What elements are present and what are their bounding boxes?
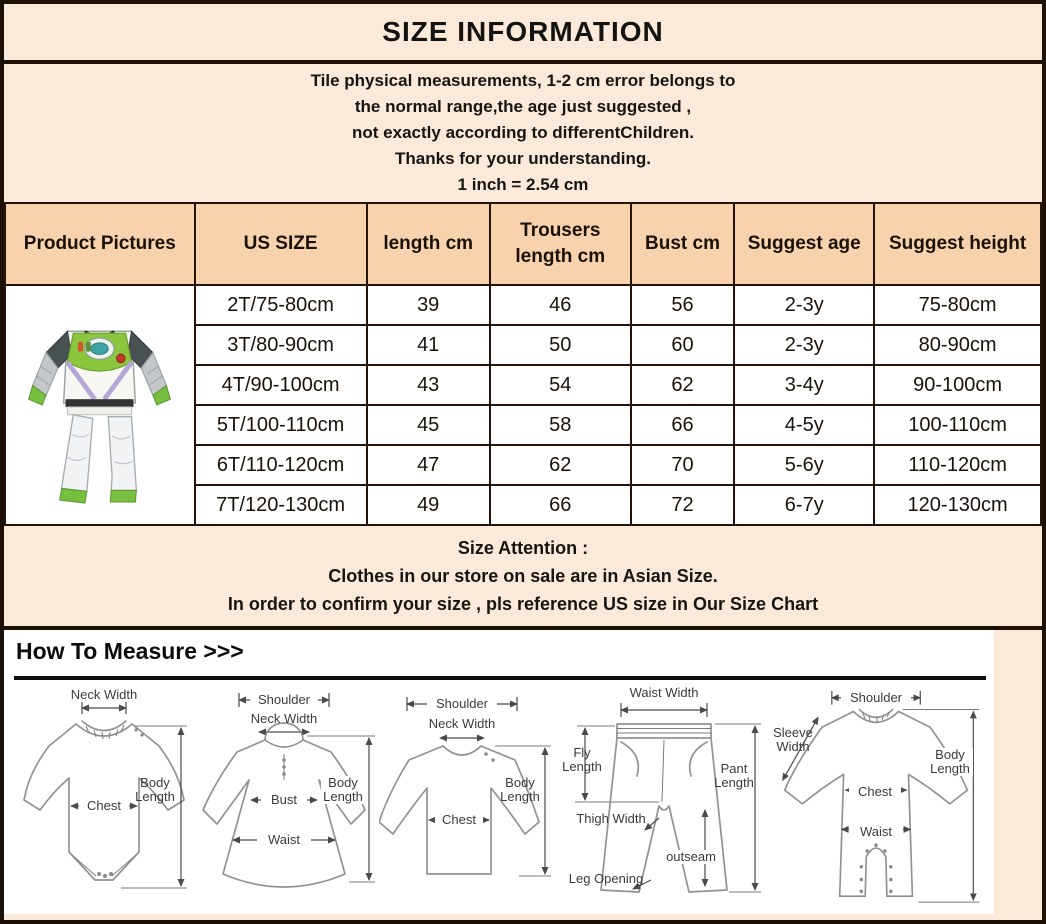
- note-line: Tile physical measurements, 1-2 cm error belongs to: [310, 71, 736, 90]
- cell-us-size: 6T/110-120cm: [195, 445, 367, 485]
- measure-label-waist: Waist: [849, 825, 903, 839]
- col-header-suggest-height: Suggest height: [874, 203, 1041, 285]
- size-attention-line: Clothes in our store on sale are in Asian Size.: [328, 566, 718, 586]
- heading-underline: [14, 676, 986, 680]
- cell-us-size: 7T/120-130cm: [195, 485, 367, 525]
- measure-label-pant-length: Pant Length: [714, 761, 754, 790]
- product-image: [10, 294, 190, 516]
- cell-trousers-length-cm: 62: [490, 445, 631, 485]
- diagram-shirt: [379, 684, 559, 910]
- diagram-romper: [769, 684, 989, 910]
- col-header-bust-cm: Bust cm: [631, 203, 735, 285]
- cell-suggest-height: 120-130cm: [874, 485, 1041, 525]
- cell-suggest-age: 4-5y: [734, 405, 874, 445]
- measure-label-thigh-width: Thigh Width: [576, 811, 646, 826]
- diagram-dress: [199, 684, 379, 910]
- cell-bust-cm: 56: [631, 285, 735, 325]
- measure-label-shoulder: Shoulder: [250, 693, 318, 707]
- cell-length-cm: 45: [367, 405, 490, 445]
- table-row: [5, 285, 1041, 325]
- measure-label-body-length: Body Length: [500, 775, 540, 804]
- measure-label-shoulder: Shoulder: [427, 697, 497, 711]
- title-block: [4, 4, 1042, 64]
- cell-trousers-length-cm: 54: [490, 365, 631, 405]
- measure-label-neck-width: Neck Width: [250, 711, 318, 726]
- cell-suggest-height: 75-80cm: [874, 285, 1041, 325]
- measure-label-chest: Chest: [435, 813, 483, 827]
- measure-label-outseam: outseam: [661, 850, 721, 864]
- note-line: Thanks for your understanding.: [395, 149, 651, 168]
- cell-trousers-length-cm: 50: [490, 325, 631, 365]
- cell-suggest-height: 90-100cm: [874, 365, 1041, 405]
- cell-bust-cm: 70: [631, 445, 735, 485]
- cell-us-size: 2T/75-80cm: [195, 285, 367, 325]
- how-to-measure-section: [4, 630, 1042, 914]
- measure-label-waist: Waist: [257, 833, 311, 847]
- cell-length-cm: 47: [367, 445, 490, 485]
- size-attention-heading: Size Attention :: [457, 538, 589, 558]
- measure-label-shoulder: Shoulder: [841, 691, 911, 705]
- cell-suggest-age: 6-7y: [734, 485, 874, 525]
- cell-suggest-age: 3-4y: [734, 365, 874, 405]
- cell-bust-cm: 60: [631, 325, 735, 365]
- cell-trousers-length-cm: 46: [490, 285, 631, 325]
- measure-label-body-length: Body Length: [321, 776, 365, 804]
- measure-label-leg-opening: Leg Opening: [568, 871, 644, 886]
- size-attention-line: In order to confirm your size , pls reference US size in Our Size Chart: [227, 594, 819, 614]
- measure-label-chest: Chest: [849, 785, 901, 799]
- cell-bust-cm: 72: [631, 485, 735, 525]
- cell-us-size: 3T/80-90cm: [195, 325, 367, 365]
- cell-length-cm: 49: [367, 485, 490, 525]
- cell-suggest-age: 5-6y: [734, 445, 874, 485]
- cell-suggest-age: 2-3y: [734, 285, 874, 325]
- measure-label-bust: Bust: [261, 793, 307, 807]
- note-line: not exactly according to differentChildren.: [352, 123, 694, 142]
- measurement-note: [4, 64, 1042, 202]
- cell-trousers-length-cm: 66: [490, 485, 631, 525]
- cell-length-cm: 43: [367, 365, 490, 405]
- cell-suggest-height: 80-90cm: [874, 325, 1041, 365]
- col-header-suggest-age: Suggest age: [734, 203, 874, 285]
- cell-suggest-age: 2-3y: [734, 325, 874, 365]
- measure-label-body-length: Body Length: [927, 748, 973, 776]
- diagram-trousers: [559, 684, 769, 910]
- measure-label-waist-width: Waist Width: [629, 685, 699, 700]
- col-header-us-size: US SIZE: [195, 203, 367, 285]
- measure-label-fly-length: Fly Length: [562, 745, 602, 774]
- measure-label-neck-width: Neck Width: [428, 716, 496, 731]
- cell-bust-cm: 66: [631, 405, 735, 445]
- buzz-pajama-illustration: [17, 294, 182, 516]
- measure-label-neck-width: Neck Width: [70, 687, 138, 702]
- cell-suggest-height: 110-120cm: [874, 445, 1041, 485]
- col-header-product-pictures: Product Pictures: [5, 203, 195, 285]
- measure-label-sleeve-width: Sleeve Width: [773, 725, 813, 754]
- cell-length-cm: 39: [367, 285, 490, 325]
- cell-us-size: 4T/90-100cm: [195, 365, 367, 405]
- how-to-measure-heading: How To Measure >>>: [16, 638, 244, 664]
- col-header-trousers-length-cm: Trousers length cm: [490, 203, 631, 285]
- cell-trousers-length-cm: 58: [490, 405, 631, 445]
- cell-length-cm: 41: [367, 325, 490, 365]
- size-attention: [4, 526, 1042, 630]
- cell-suggest-height: 100-110cm: [874, 405, 1041, 445]
- cell-bust-cm: 62: [631, 365, 735, 405]
- measure-label-body-length: Body Length: [135, 775, 175, 804]
- note-line: 1 inch = 2.54 cm: [457, 175, 589, 194]
- table-header-row: [5, 203, 1041, 285]
- size-table: [4, 202, 1042, 526]
- page-title: SIZE INFORMATION: [382, 16, 664, 47]
- measure-diagrams: [9, 684, 989, 910]
- measure-label-chest: Chest: [79, 799, 129, 813]
- note-line: the normal range,the age just suggested ,: [354, 97, 692, 116]
- col-header-length-cm: length cm: [367, 203, 490, 285]
- cell-us-size: 5T/100-110cm: [195, 405, 367, 445]
- product-picture-cell: [5, 285, 195, 525]
- diagram-bodysuit: [9, 684, 199, 910]
